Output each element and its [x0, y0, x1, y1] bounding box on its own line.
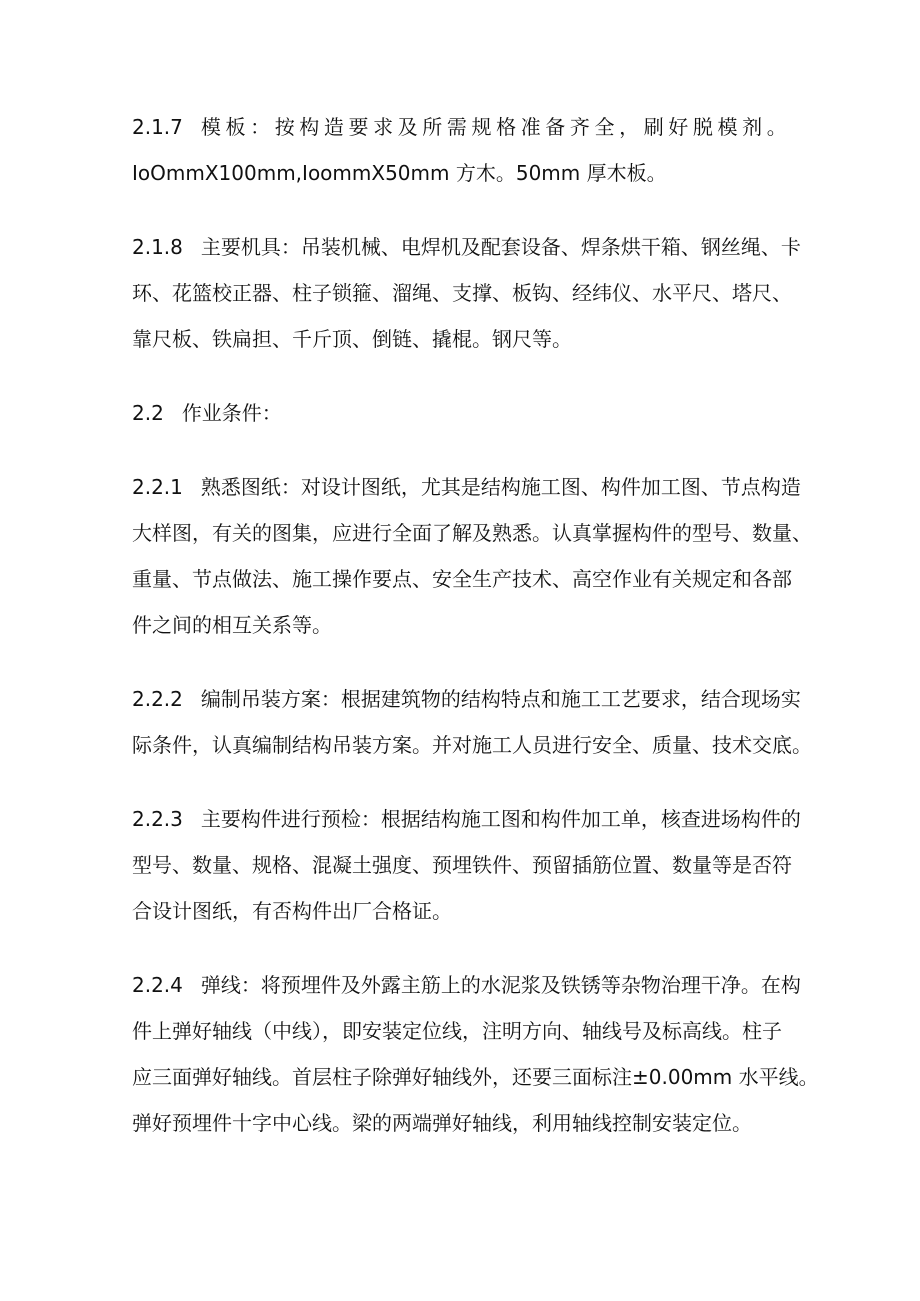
- paragraph-text: 作业条件：: [181, 401, 282, 425]
- paragraph-2-1-7-line-1: [132, 114, 791, 140]
- paragraph-2-2-4-line-3: [132, 1064, 819, 1090]
- paragraph-text: 编制吊装方案：根据建筑物的结构特点和施工工艺要求，结合现场实: [200, 687, 801, 711]
- paragraph-2-2-3-line-3: [132, 898, 452, 924]
- section-number: 2.1.8: [132, 235, 183, 259]
- paragraph-text: 主要构件进行预检：根据结构施工图和构件加工单，核查进场构件的: [200, 807, 801, 831]
- paragraph-2-2-3-line-2: [132, 852, 792, 878]
- paragraph-2-2-4-line-1: [132, 972, 801, 998]
- paragraph-2-2-1-line-2: [132, 520, 812, 546]
- section-number: 2.2.2: [132, 687, 183, 711]
- paragraph-2-1-8-line-3: [132, 326, 572, 352]
- paragraph-text: 模板：按构造要求及所需规格准备齐全，刷好脱模剂。: [200, 115, 792, 139]
- paragraph-2-1-7-line-2: [132, 160, 667, 186]
- paragraph-2-2-3-line-1: [132, 806, 801, 832]
- paragraph-text: 熟悉图纸：对设计图纸，尤其是结构施工图、构件加工图、节点构造: [200, 475, 801, 499]
- section-number: 2.2.1: [132, 475, 183, 499]
- section-2-2-heading: [132, 400, 282, 426]
- section-number: 2.1.7: [132, 115, 183, 139]
- paragraph-text: 重量、节点做法、施工操作要点、安全生产技术、高空作业有关规定和各部: [132, 567, 792, 591]
- paragraph-text: 际条件，认真编制结构吊装方案。并对施工人员进行安全、质量、技术交底。: [132, 733, 812, 757]
- paragraph-text: 件之间的相互关系等。: [132, 613, 332, 637]
- paragraph-2-2-2-line-1: [132, 686, 801, 712]
- section-number: 2.2.3: [132, 807, 183, 831]
- paragraph-text: 件上弹好轴线（中线），即安装定位线，注明方向、轴线号及标高线。柱子: [132, 1019, 782, 1043]
- paragraph-text: 弹线：将预埋件及外露主筋上的水泥浆及铁锈等杂物治理干净。在构: [200, 973, 801, 997]
- paragraph-2-1-8-line-1: [132, 234, 801, 260]
- paragraph-2-1-8-line-2: [132, 280, 792, 306]
- paragraph-2-2-1-line-3: [132, 566, 792, 592]
- paragraph-text: 弹好预埋件十字中心线。梁的两端弹好轴线，利用轴线控制安装定位。: [132, 1111, 752, 1135]
- paragraph-text: 型号、数量、规格、混凝土强度、预埋铁件、预留插筋位置、数量等是否符: [132, 853, 792, 877]
- paragraph-text: 环、花篮校正器、柱子锁箍、溜绳、支撑、板钩、经纬仪、水平尺、塔尺、: [132, 281, 792, 305]
- paragraph-text: 靠尺板、铁扁担、千斤顶、倒链、撬棍。钢尺等。: [132, 327, 572, 351]
- paragraph-2-2-2-line-2: [132, 732, 812, 758]
- section-number: 2.2: [132, 401, 164, 425]
- paragraph-text: IoOmmX100mm,IoommX50mm 方木。50mm 厚木板。: [132, 161, 667, 185]
- paragraph-text: 应三面弹好轴线。首层柱子除弹好轴线外，还要三面标注±0.00mm 水平线。: [132, 1065, 819, 1089]
- paragraph-2-2-1-line-1: [132, 474, 801, 500]
- paragraph-text: 合设计图纸，有否构件出厂合格证。: [132, 899, 452, 923]
- paragraph-2-2-4-line-2: [132, 1018, 782, 1044]
- paragraph-2-2-1-line-4: [132, 612, 332, 638]
- paragraph-text: 大样图，有关的图集，应进行全面了解及熟悉。认真掌握构件的型号、数量、: [132, 521, 812, 545]
- section-number: 2.2.4: [132, 973, 183, 997]
- paragraph-2-2-4-line-4: [132, 1110, 752, 1136]
- paragraph-text: 主要机具：吊装机械、电焊机及配套设备、焊条烘干箱、钢丝绳、卡: [200, 235, 801, 259]
